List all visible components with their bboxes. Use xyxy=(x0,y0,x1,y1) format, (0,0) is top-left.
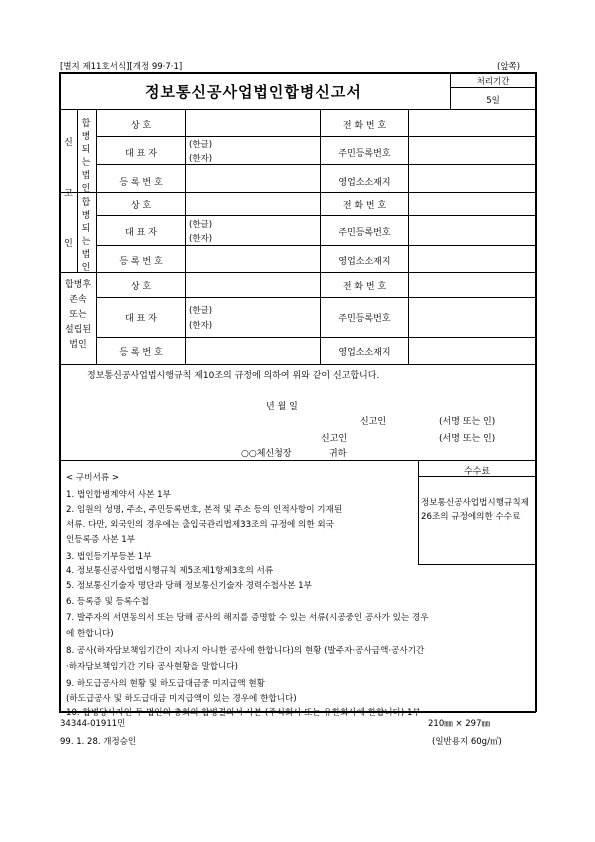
representative-label: 대 표 자 xyxy=(125,314,157,324)
form-number: [별지 제11호서식][개정 99·7·1] xyxy=(60,62,183,72)
honorific: 귀하 xyxy=(329,449,347,459)
office-address-label: 영업소소재지 xyxy=(338,257,391,267)
registration-number-label: 등 록 번 호 xyxy=(119,178,163,188)
document-item: 4. 정보통신공사업법시행규칙 제5조제1항제3호의 서류 xyxy=(66,566,274,576)
paper-size: 210㎜ × 297㎜ xyxy=(428,719,490,729)
hanja-label: (한자) xyxy=(189,234,213,244)
approval-date: 99. 1. 28. 개정승인 xyxy=(60,737,137,747)
phone-label: 전 화 번 호 xyxy=(342,121,387,131)
fee-label: 수수료 xyxy=(463,467,491,477)
phone-label: 전 화 번 호 xyxy=(342,282,387,292)
resident-number-label: 주민등록번호 xyxy=(338,314,391,324)
documents-heading: < 구비서류 > xyxy=(66,473,120,483)
document-item: 인등록증 사본 1부 xyxy=(66,535,136,545)
form-code: 34344-01911민 xyxy=(60,719,126,729)
company-name-label: 상 호 xyxy=(130,282,152,292)
hangul-label: (한글) xyxy=(189,220,213,230)
resident-number-label: 주민등록번호 xyxy=(338,228,391,238)
registration-number-label: 등 록 번 호 xyxy=(119,257,163,267)
company-name-label: 상 호 xyxy=(130,121,152,131)
section-label: 합 병 되는 법 인 xyxy=(81,119,91,194)
applicant-label-char: 고 xyxy=(64,189,73,199)
office-address-label: 영업소소재지 xyxy=(338,348,391,358)
office-address-label: 영업소소재지 xyxy=(338,178,391,188)
document-item: 10. 합병당사자인 두 법인의 총회의 합병결의서 사본 (주식회사 또는 유한회사에 한합니다) 1부 xyxy=(66,708,421,718)
hangul-label: (한글) xyxy=(189,306,213,316)
representative-label: 대 표 자 xyxy=(125,228,157,238)
applicant-label-char: 인 xyxy=(64,239,73,249)
declarant-label: 신고인 xyxy=(321,434,348,444)
hanja-label: (한자) xyxy=(189,321,213,331)
document-item: 5. 정보통신기술자 명단과 당해 정보통신기술자 경력수첩사본 1부 xyxy=(66,581,312,591)
hangul-label: (한글) xyxy=(189,140,213,150)
addressee: ○○체신청장 xyxy=(241,449,292,459)
document-item: ·하자담보책임기간 기타 공사현황을 말합니다) xyxy=(66,662,239,672)
document-item: 9. 하도급공사의 현황 및 하도급대금중 미지급액 현황 xyxy=(66,679,265,689)
form-title: 정보통신공사업법인합병신고서 xyxy=(145,83,362,101)
applicant-label-char: 신 xyxy=(64,138,73,148)
page-side-label: (앞쪽) xyxy=(497,62,521,72)
signature-label: (서명 또는 인) xyxy=(439,434,496,444)
declarant-label: 신고인 xyxy=(360,417,387,427)
document-item: 8. 공사(하자담보책임기간이 지나지 아니한 공사에 한합니다)의 현황 (발주자·공사금액·공사기간 xyxy=(66,646,425,656)
section-label: 합 병 되는 법 인 xyxy=(81,198,91,273)
representative-label: 대 표 자 xyxy=(125,149,157,159)
signature-label: (서명 또는 인) xyxy=(439,417,496,427)
document-item: 2. 임원의 성명, 주소, 주민등록번호, 본적 및 주소 등의 인적사항이 기재된 xyxy=(66,505,343,515)
declaration-statement: 정보통신공사업법시행규칙 제10조의 규정에 의하여 위와 같이 신고합니다. xyxy=(87,371,380,381)
document-item: 3. 법인등기부등본 1부 xyxy=(66,552,152,562)
company-name-label: 상 호 xyxy=(130,201,152,211)
paper-type: (일반용지 60g/㎡) xyxy=(432,737,502,747)
fee-text: 정보통신공사업법시행규칙제26조의 규정에의한 수수료 xyxy=(421,498,529,522)
processing-period-label: 처리기간 xyxy=(476,77,510,87)
declaration-date: 년 월 일 xyxy=(266,402,298,412)
document-item: 1. 법인합병계약서 사본 1부 xyxy=(66,490,171,500)
section-label: 합병후 존속 또는 설립된 법인 xyxy=(64,280,92,350)
resident-number-label: 주민등록번호 xyxy=(338,149,391,159)
document-item: 6. 등록증 및 등록수첩 xyxy=(66,597,149,607)
registration-number-label: 등 록 번 호 xyxy=(119,348,163,358)
document-item: 서류. 다만, 외국인의 경우에는 출입국관리법제33조의 규정에 의한 외국 xyxy=(66,520,334,530)
phone-label: 전 화 번 호 xyxy=(342,201,387,211)
hanja-label: (한자) xyxy=(189,154,213,164)
document-item: (하도급공사 및 하도급대금 미지급액이 있는 경우에 한합니다) xyxy=(66,694,297,704)
document-item: 에 한합니다) xyxy=(66,629,114,639)
document-item: 7. 발주자의 서면동의서 또는 당해 공사의 해지를 증명할 수 있는 서류(시공중인 공사가 있는 경우 xyxy=(66,613,429,623)
processing-period-value: 5일 xyxy=(486,96,500,106)
